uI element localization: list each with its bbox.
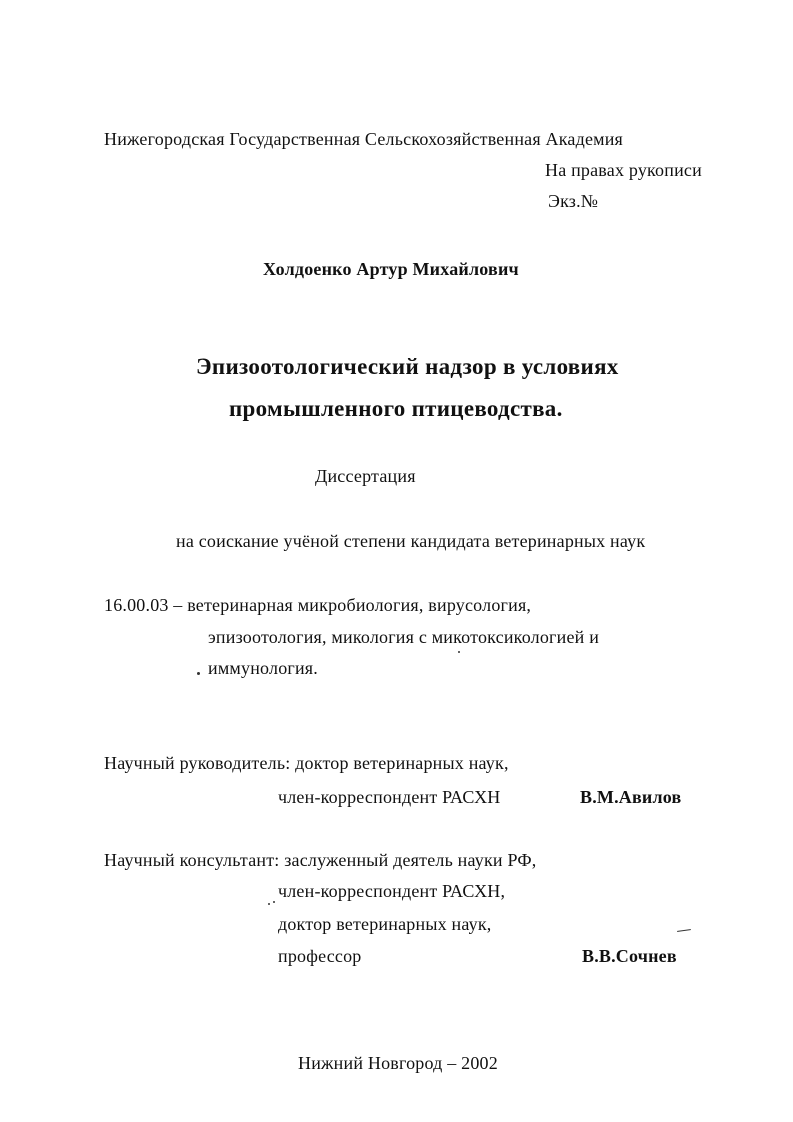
supervisor-name: В.М.Авилов xyxy=(580,787,682,807)
title-line-2: промышленного птицеводства. xyxy=(229,396,563,421)
scan-speck xyxy=(268,903,270,905)
consultant-name: В.В.Сочнев xyxy=(582,946,677,966)
scan-speck xyxy=(458,651,460,653)
work-type: Диссертация xyxy=(315,466,416,486)
specialty-line-3: иммунология. xyxy=(208,658,318,678)
title-line-1: Эпизоотологический надзор в условиях xyxy=(196,354,619,379)
scan-speck xyxy=(677,929,691,932)
copy-number: Экз.№ xyxy=(548,191,599,211)
consultant-label: Научный консультант: заслуженный деятель науки РФ, xyxy=(104,850,537,870)
author-name: Холдоенко Артур Михайлович xyxy=(263,259,519,279)
institution-name: Нижегородская Государственная Сельскохозяйственная Академия xyxy=(104,129,624,149)
specialty-line-1: 16.00.03 – ветеринарная микробиология, вирусология, xyxy=(104,595,532,615)
consultant-title-2: доктор ветеринарных наук, xyxy=(278,914,492,934)
specialty-line-2: эпизоотология, микология с микотоксикологией и xyxy=(208,627,600,647)
city-year: Нижний Новгород – 2002 xyxy=(298,1053,498,1073)
degree-statement: на соискание учёной степени кандидата ветеринарных наук xyxy=(176,531,646,551)
manuscript-rights: На правах рукописи xyxy=(545,160,702,180)
scan-speck xyxy=(273,901,275,903)
supervisor-label: Научный руководитель: доктор ветеринарных наук, xyxy=(104,753,509,773)
consultant-title-3: профессор xyxy=(278,946,362,966)
scan-speck xyxy=(197,672,200,675)
consultant-title-1: член-корреспондент РАСХН, xyxy=(278,881,506,901)
supervisor-title: член-корреспондент РАСХН xyxy=(278,787,501,807)
